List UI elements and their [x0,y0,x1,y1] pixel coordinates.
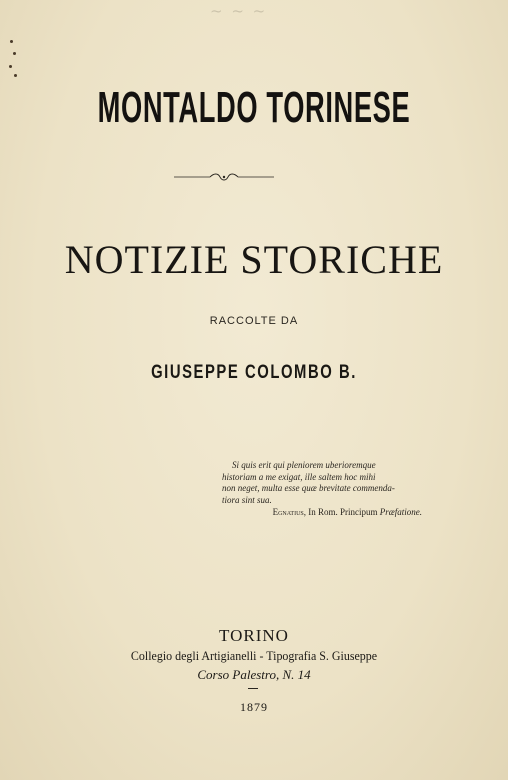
epigraph-line: tiora sint sua. [222,494,272,505]
book-title: MONTALDO TORINESE [97,83,411,132]
author-name: GIUSEPPE COLOMBO B. [151,362,357,383]
epigraph-line: non neget, multa esse quæ brevitate commenda- [222,483,395,493]
imprint-publisher: Collegio degli Artigianelli - Tipografia S. Giuseppe [130,648,378,663]
imprint-address: Corso Palestro, N. 14 [197,667,311,682]
citation-name: Egnatius, [272,507,306,517]
epigraph-citation [222,507,422,519]
epigraph [222,460,422,519]
imprint-year: 1879 [240,700,268,714]
faint-handwriting: ~ ~ ~ [210,2,268,20]
collected-by-label: RACCOLTE DA [209,315,299,327]
book-subtitle: NOTIZIE STORICHE [64,237,444,282]
imprint-city: TORINO [219,626,289,645]
imprint-dash [248,688,258,689]
citation-source: In Rom. Principum [308,507,378,517]
citation-work: Præfatione. [379,507,422,517]
epigraph-line: historiam a me exigat, ille saltem hoc mihi [222,471,376,482]
ornament-divider [174,170,274,184]
epigraph-line: Si quis erit qui pleniorem uberioremque [232,460,376,470]
paper-spots [8,38,18,88]
